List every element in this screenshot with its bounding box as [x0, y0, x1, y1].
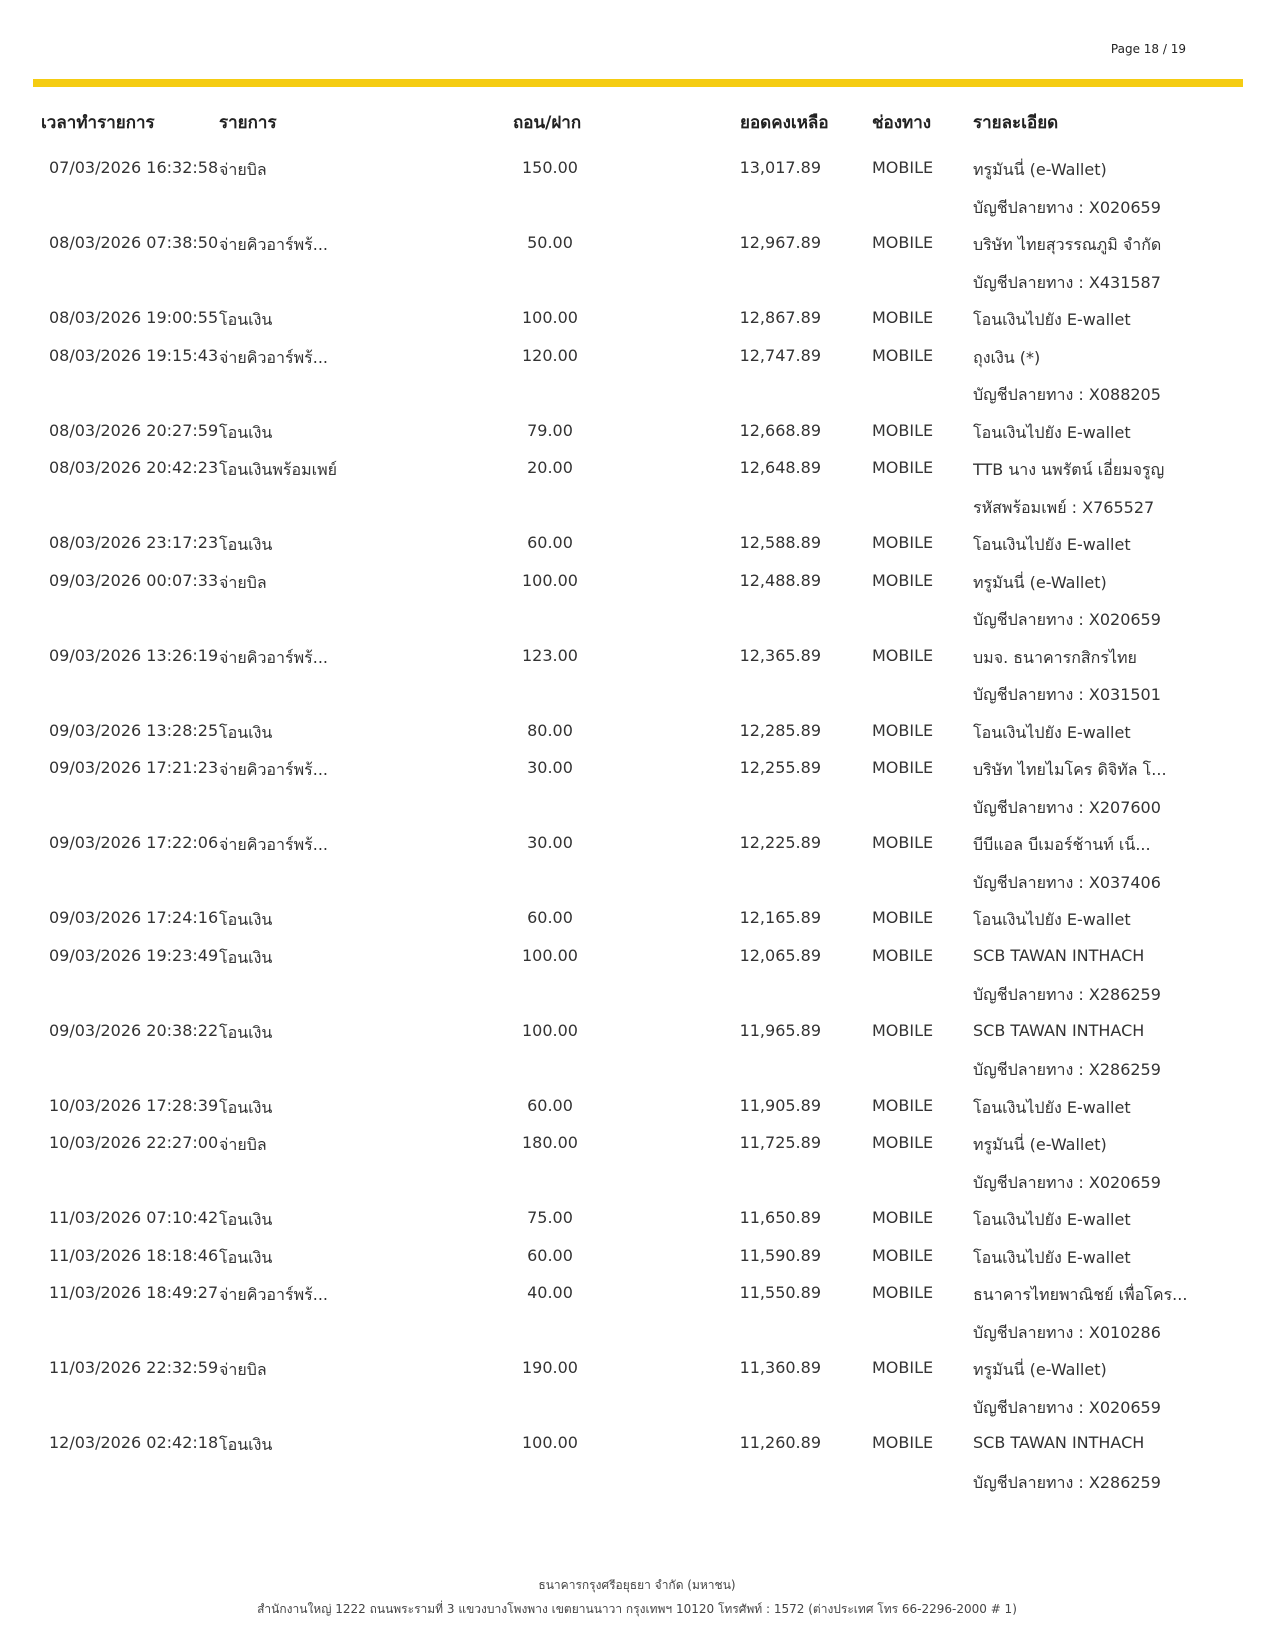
cell-detail-secondary: บัญชีปลายทาง : X020659: [973, 197, 1161, 217]
cell-time: 09/03/2026 17:24:16: [49, 908, 219, 927]
cell-balance: 12,648.89: [739, 458, 821, 477]
cell-item: จ่ายคิวอาร์พร้...: [219, 647, 329, 667]
cell-balance: 11,650.89: [739, 1208, 821, 1227]
cell-channel: MOBILE: [872, 720, 934, 740]
cell-detail: TTB นาง นพรัตน์ เอี่ยมจรูญ: [973, 460, 1165, 479]
cell-channel: MOBILE: [872, 945, 934, 965]
cell-detail: โอนเงินไปยัง E-wallet: [973, 1247, 1131, 1267]
table-row-main-line: [0, 1425, 1274, 1463]
table-row-main-line: [0, 1088, 1274, 1126]
table-row: [0, 1125, 1274, 1200]
cell-item: จ่ายบิล: [219, 160, 267, 179]
header-amount: ถอน/ฝาก: [513, 113, 582, 133]
cell-amount: 100.00: [522, 570, 578, 590]
cell-channel: MOBILE: [872, 1208, 934, 1227]
table-row: [0, 1238, 1274, 1276]
cell-detail-secondary: รหัสพร้อมเพย์ : X765527: [973, 497, 1155, 517]
table-row-sub-line: [0, 863, 1274, 901]
cell-detail: ทรูมันนี่ (e-Wallet): [973, 1360, 1107, 1379]
cell-balance: 11,965.89: [739, 1020, 821, 1040]
table-row: [0, 1350, 1274, 1425]
table-row-main-line: [0, 900, 1274, 938]
cell-amount: 180.00: [522, 1133, 578, 1152]
table-row-sub-line: [0, 975, 1274, 1013]
cell-channel: MOBILE: [872, 345, 934, 365]
cell-amount: 60.00: [527, 1245, 573, 1265]
cell-balance: 12,588.89: [739, 533, 821, 552]
table-row-main-line: [0, 225, 1274, 263]
table-row-sub-line: [0, 1163, 1274, 1201]
table-row-main-line: [0, 413, 1274, 451]
cell-amount: 20.00: [527, 458, 573, 477]
cell-time: 08/03/2026 07:38:50: [49, 233, 219, 252]
cell-balance: 11,360.89: [739, 1358, 821, 1377]
cell-detail: โอนเงินไปยัง E-wallet: [973, 1210, 1131, 1229]
cell-channel: MOBILE: [872, 308, 934, 327]
cell-balance: 11,905.89: [739, 1095, 821, 1115]
cell-balance: 12,285.89: [739, 720, 821, 740]
cell-detail-secondary: บัญชีปลายทาง : X031501: [973, 685, 1161, 704]
cell-time: 11/03/2026 22:32:59: [49, 1358, 219, 1377]
cell-amount: 60.00: [527, 908, 573, 927]
table-row-sub-line: [0, 600, 1274, 638]
cell-item: จ่ายบิล: [219, 572, 267, 592]
cell-time: 07/03/2026 16:32:58: [49, 158, 219, 177]
header-channel: ช่องทาง: [872, 113, 932, 133]
table-row: [0, 525, 1274, 563]
page-number: Page 18 / 19: [1110, 42, 1186, 56]
cell-item: จ่ายคิวอาร์พร้...: [219, 1285, 329, 1304]
cell-channel: MOBILE: [872, 570, 934, 590]
table-row-main-line: [0, 338, 1274, 376]
table-row-sub-line: [0, 1313, 1274, 1351]
cell-channel: MOBILE: [872, 458, 934, 477]
cell-balance: 12,668.89: [739, 420, 821, 440]
cell-detail-secondary: บัญชีปลายทาง : X286259: [973, 1060, 1161, 1079]
cell-amount: 150.00: [522, 158, 578, 177]
table-row-sub-line: [0, 1388, 1274, 1426]
table-row-main-line: [0, 150, 1274, 188]
table-row: [0, 225, 1274, 300]
cell-time: 08/03/2026 19:15:43: [49, 345, 219, 365]
table-row-main-line: [0, 1200, 1274, 1238]
cell-item: โอนเงิน: [219, 310, 273, 329]
table-row: [0, 413, 1274, 451]
cell-amount: 75.00: [527, 1208, 573, 1227]
cell-balance: 12,065.89: [739, 945, 821, 965]
table-header: [0, 104, 1274, 134]
cell-item: จ่ายบิล: [219, 1135, 267, 1154]
cell-item: จ่ายคิวอาร์พร้...: [219, 835, 329, 854]
cell-balance: 12,225.89: [739, 833, 821, 852]
table-row-main-line: [0, 1350, 1274, 1388]
cell-channel: MOBILE: [872, 1133, 934, 1152]
cell-detail: ทรูมันนี่ (e-Wallet): [973, 1135, 1107, 1154]
cell-item: จ่ายคิวอาร์พร้...: [219, 760, 329, 779]
cell-balance: 11,590.89: [739, 1245, 821, 1265]
cell-detail: โอนเงินไปยัง E-wallet: [973, 1097, 1131, 1117]
table-row: [0, 300, 1274, 338]
cell-balance: 11,550.89: [739, 1283, 821, 1302]
table-row: [0, 1088, 1274, 1126]
table-row-main-line: [0, 750, 1274, 788]
cell-detail: SCB TAWAN INTHACH: [973, 945, 1145, 965]
table-row-sub-line: [0, 1050, 1274, 1088]
cell-amount: 100.00: [522, 308, 578, 327]
cell-item: โอนเงิน: [219, 1022, 273, 1042]
cell-detail: บมจ. ธนาคารกสิกรไทย: [973, 647, 1137, 667]
cell-balance: 12,255.89: [739, 758, 821, 777]
footer-company: ธนาคารกรุงศรีอยุธยา จำกัด (มหาชน): [538, 1578, 736, 1592]
table-row-sub-line: [0, 488, 1274, 526]
cell-amount: 79.00: [527, 420, 573, 440]
table-row-sub-line: [0, 263, 1274, 301]
cell-time: 09/03/2026 19:23:49: [49, 945, 219, 965]
cell-amount: 50.00: [527, 233, 573, 252]
cell-channel: MOBILE: [872, 833, 934, 852]
cell-channel: MOBILE: [872, 1358, 934, 1377]
table-row: [0, 938, 1274, 1013]
table-row-main-line: [0, 525, 1274, 563]
cell-time: 11/03/2026 18:49:27: [49, 1283, 219, 1302]
cell-balance: 12,488.89: [739, 570, 821, 590]
cell-detail: ธนาคารไทยพาณิชย์ เพื่อโคร...: [973, 1285, 1188, 1304]
table-row-main-line: [0, 938, 1274, 976]
cell-amount: 100.00: [522, 945, 578, 965]
cell-detail-secondary: บัญชีปลายทาง : X207600: [973, 797, 1161, 817]
cell-detail: โอนเงินไปยัง E-wallet: [973, 310, 1131, 329]
cell-time: 08/03/2026 20:27:59: [49, 420, 219, 440]
cell-item: โอนเงิน: [219, 1097, 273, 1117]
cell-detail-secondary: บัญชีปลายทาง : X020659: [973, 1397, 1161, 1417]
cell-item: จ่ายบิล: [219, 1360, 267, 1379]
cell-time: 11/03/2026 18:18:46: [49, 1245, 219, 1265]
cell-detail: บีบีแอล บีเมอร์ช้านท์ เน็...: [973, 835, 1151, 854]
cell-detail: โอนเงินไปยัง E-wallet: [973, 422, 1131, 442]
cell-balance: 11,725.89: [739, 1133, 821, 1152]
table-row-main-line: [0, 300, 1274, 338]
cell-amount: 30.00: [527, 833, 573, 852]
table-row: [0, 825, 1274, 900]
cell-detail-secondary: บัญชีปลายทาง : X431587: [973, 272, 1161, 292]
table-row: [0, 450, 1274, 525]
header-balance: ยอดคงเหลือ: [740, 113, 829, 133]
cell-detail: ถุงเงิน (*): [973, 347, 1041, 367]
cell-time: 10/03/2026 17:28:39: [49, 1095, 219, 1115]
cell-detail: SCB TAWAN INTHACH: [973, 1020, 1145, 1040]
cell-item: จ่ายคิวอาร์พร้...: [219, 347, 329, 367]
cell-time: 09/03/2026 17:21:23: [49, 758, 219, 777]
cell-time: 10/03/2026 22:27:00: [49, 1133, 219, 1152]
cell-detail: ทรูมันนี่ (e-Wallet): [973, 572, 1107, 592]
cell-detail-secondary: บัญชีปลายทาง : X020659: [973, 610, 1161, 629]
table-row-sub-line: [0, 788, 1274, 826]
cell-detail: ทรูมันนี่ (e-Wallet): [973, 160, 1107, 179]
cell-item: โอนเงิน: [219, 1210, 273, 1229]
cell-detail-secondary: บัญชีปลายทาง : X010286: [973, 1322, 1161, 1342]
cell-time: 12/03/2026 02:42:18: [49, 1433, 219, 1452]
footer-address: สำนักงานใหญ่ 1222 ถนนพระรามที่ 3 แขวงบางโพงพาง เขตยานนาวา กรุงเทพฯ 10120 โทรศัพท์ : 1572 (ต่างประเทศ โทร 66-2296-2000 # 1): [257, 1602, 1017, 1616]
table-row-main-line: [0, 1275, 1274, 1313]
table-row-main-line: [0, 713, 1274, 751]
cell-item: โอนเงิน: [219, 910, 273, 929]
cell-channel: MOBILE: [872, 158, 934, 177]
cell-balance: 12,867.89: [739, 308, 821, 327]
table-row-sub-line: [0, 1463, 1274, 1501]
header-accent-bar: [33, 79, 1243, 87]
cell-item: โอนเงิน: [219, 1247, 273, 1267]
cell-amount: 80.00: [527, 720, 573, 740]
cell-detail: บริษัท ไทยไมโคร ดิจิทัล โ...: [973, 760, 1167, 779]
cell-channel: MOBILE: [872, 1020, 934, 1040]
cell-item: โอนเงิน: [219, 535, 273, 554]
cell-balance: 12,967.89: [739, 233, 821, 252]
cell-item: โอนเงินพร้อมเพย์: [219, 460, 338, 479]
cell-amount: 60.00: [527, 1095, 573, 1115]
cell-channel: MOBILE: [872, 233, 934, 252]
cell-time: 11/03/2026 07:10:42: [49, 1208, 219, 1227]
table-row-main-line: [0, 638, 1274, 676]
cell-time: 09/03/2026 00:07:33: [49, 570, 219, 590]
table-row: [0, 713, 1274, 751]
table-row: [0, 150, 1274, 225]
cell-detail-secondary: บัญชีปลายทาง : X286259: [973, 985, 1161, 1004]
cell-channel: MOBILE: [872, 533, 934, 552]
cell-channel: MOBILE: [872, 1095, 934, 1115]
cell-detail-secondary: บัญชีปลายทาง : X037406: [973, 872, 1161, 892]
header-item: รายการ: [219, 113, 277, 133]
cell-detail: โอนเงินไปยัง E-wallet: [973, 910, 1131, 929]
table-row-main-line: [0, 1125, 1274, 1163]
cell-balance: 12,365.89: [739, 645, 821, 665]
cell-channel: MOBILE: [872, 908, 934, 927]
table-row-sub-line: [0, 675, 1274, 713]
cell-channel: MOBILE: [872, 420, 934, 440]
cell-amount: 40.00: [527, 1283, 573, 1302]
cell-time: 09/03/2026 20:38:22: [49, 1020, 219, 1040]
table-row-main-line: [0, 825, 1274, 863]
cell-amount: 100.00: [522, 1020, 578, 1040]
cell-item: โอนเงิน: [219, 722, 273, 742]
table-row-main-line: [0, 1238, 1274, 1276]
cell-time: 08/03/2026 23:17:23: [49, 533, 219, 552]
table-row: [0, 1013, 1274, 1088]
cell-detail: SCB TAWAN INTHACH: [973, 1433, 1145, 1452]
cell-amount: 30.00: [527, 758, 573, 777]
table-row-sub-line: [0, 188, 1274, 226]
cell-amount: 190.00: [522, 1358, 578, 1377]
cell-balance: 12,747.89: [739, 345, 821, 365]
cell-channel: MOBILE: [872, 1283, 934, 1302]
cell-balance: 12,165.89: [739, 908, 821, 927]
table-row: [0, 750, 1274, 825]
cell-detail: บริษัท ไทยสุวรรณภูมิ จำกัด: [973, 235, 1162, 254]
cell-time: 08/03/2026 20:42:23: [49, 458, 219, 477]
header-detail: รายละเอียด: [973, 113, 1059, 133]
cell-detail: โอนเงินไปยัง E-wallet: [973, 722, 1131, 742]
cell-amount: 60.00: [527, 533, 573, 552]
table-row: [0, 638, 1274, 713]
table-row: [0, 900, 1274, 938]
table-row: [0, 338, 1274, 413]
cell-amount: 123.00: [522, 645, 578, 665]
table-row: [0, 563, 1274, 638]
cell-detail-secondary: บัญชีปลายทาง : X088205: [973, 385, 1161, 404]
cell-time: 08/03/2026 19:00:55: [49, 308, 219, 327]
cell-time: 09/03/2026 13:28:25: [49, 720, 219, 740]
cell-detail: โอนเงินไปยัง E-wallet: [973, 535, 1131, 554]
cell-amount: 100.00: [522, 1433, 578, 1452]
table-row: [0, 1275, 1274, 1350]
cell-detail-secondary: บัญชีปลายทาง : X020659: [973, 1172, 1161, 1192]
table-row-main-line: [0, 450, 1274, 488]
cell-item: โอนเงิน: [219, 422, 273, 442]
cell-item: จ่ายคิวอาร์พร้...: [219, 235, 329, 254]
table-row: [0, 1200, 1274, 1238]
cell-balance: 11,260.89: [739, 1433, 821, 1452]
cell-time: 09/03/2026 17:22:06: [49, 833, 219, 852]
cell-channel: MOBILE: [872, 758, 934, 777]
cell-detail-secondary: บัญชีปลายทาง : X286259: [973, 1472, 1161, 1492]
table-row: [0, 1425, 1274, 1500]
table-row-main-line: [0, 1013, 1274, 1051]
transaction-list: [0, 150, 1274, 1500]
cell-channel: MOBILE: [872, 1245, 934, 1265]
cell-channel: MOBILE: [872, 645, 934, 665]
cell-balance: 13,017.89: [739, 158, 821, 177]
table-row-sub-line: [0, 375, 1274, 413]
cell-channel: MOBILE: [872, 1433, 934, 1452]
cell-item: โอนเงิน: [219, 1435, 273, 1454]
cell-time: 09/03/2026 13:26:19: [49, 645, 219, 665]
table-row-main-line: [0, 563, 1274, 601]
header-time: เวลาทำรายการ: [41, 113, 155, 133]
cell-amount: 120.00: [522, 345, 578, 365]
cell-item: โอนเงิน: [219, 947, 273, 967]
